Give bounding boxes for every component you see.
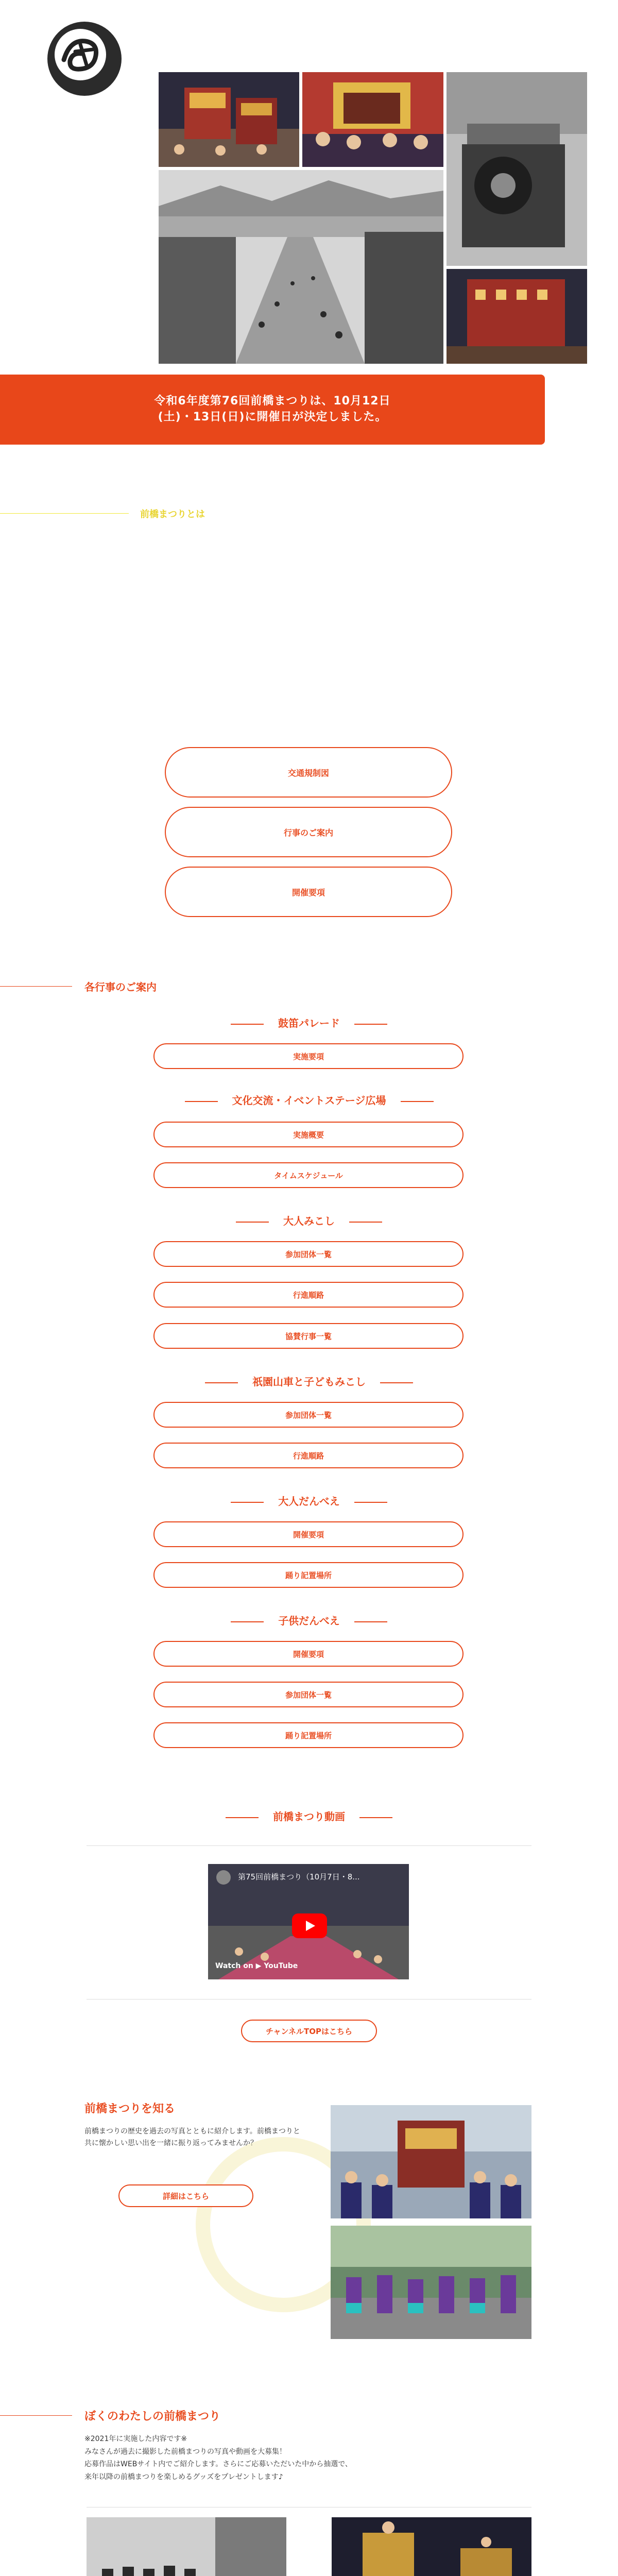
heading-line	[231, 1502, 264, 1503]
adult-danbee-place-button[interactable]: 踊り記置場所	[153, 1562, 464, 1588]
heading-text: 大人みこし	[283, 1215, 335, 1227]
child-danbee-place-button[interactable]: 踊り記置場所	[153, 1722, 464, 1748]
heading-line	[359, 1817, 392, 1818]
parade-outline-button[interactable]: 実施要項	[153, 1043, 464, 1069]
notice-text: 令和6年度第76回前橋まつりは、10月12日 (土)・13日(日)に開催日が決定しました。	[154, 395, 391, 423]
heading-line	[236, 1222, 269, 1223]
heading-line	[354, 1621, 387, 1622]
heading-text: 鼓笛パレード	[278, 1017, 340, 1029]
video-top-divider	[87, 1845, 531, 1846]
events-heading-gion-float	[0, 1374, 618, 1388]
traffic-map-button[interactable]: 交通規制図	[165, 747, 452, 798]
know-detail-button[interactable]: 詳細はこちら	[118, 2184, 253, 2207]
mikoshi-groups-button[interactable]: 参加団体一覧	[153, 1241, 464, 1267]
heading-line	[231, 1024, 264, 1025]
video-title[interactable]: 第75回前橋まつり（10月7日・8...	[238, 1872, 360, 1882]
hero-photo-old-float-bw	[447, 72, 587, 266]
events-heading-parade	[0, 1015, 618, 1030]
mine-title: ぼくのわたしの前橋まつり	[84, 2410, 221, 2423]
child-danbee-groups-button[interactable]: 参加団体一覧	[153, 1682, 464, 1707]
about-divider	[0, 513, 129, 514]
mine-photo-mikoshi-night	[332, 2517, 531, 2576]
mikoshi-sponsor-button[interactable]: 協賛行事一覧	[153, 1323, 464, 1349]
hero-photo-float-night	[159, 72, 299, 167]
events-guide-button[interactable]: 行事のご案内	[165, 807, 452, 857]
mine-photo-bw-drums	[87, 2517, 286, 2576]
events-heading-adult-danbee	[0, 1493, 618, 1508]
know-text: 前橋まつりの歴史を過去の写真とともに紹介します。前橋まつりと共に懐かしい思い出を一緒に振り返ってみませんか？	[84, 2127, 300, 2148]
heading-text: 前橋まつり動画	[273, 1810, 345, 1823]
heading-text: 祇園山車と子どもみこし	[252, 1376, 366, 1388]
events-title: 各行事のご案内	[84, 981, 157, 993]
heading-line	[226, 1817, 259, 1818]
site-logo[interactable]	[43, 18, 126, 100]
hero-photo-mikoshi	[302, 72, 443, 167]
outline-button[interactable]: 開催要項	[165, 867, 452, 917]
about-title: 前橋まつりとは	[140, 509, 205, 520]
events-heading-adult-mikoshi	[0, 1213, 618, 1228]
video-heading	[0, 1808, 618, 1823]
mikoshi-route-button[interactable]: 行進順路	[153, 1282, 464, 1308]
stage-summary-button[interactable]: 実施概要	[153, 1122, 464, 1147]
gion-route-button[interactable]: 行進順路	[153, 1443, 464, 1468]
watch-on-youtube[interactable]: Watch on ▶ YouTube	[215, 1962, 298, 1970]
hero-photo-old-street-bw	[159, 170, 443, 364]
hero-photo-collage	[159, 72, 587, 364]
heading-text: 文化交流・イベントステージ広場	[232, 1094, 386, 1107]
mine-divider	[0, 2415, 72, 2416]
heading-text: 大人だんべえ	[278, 1495, 340, 1507]
heading-line	[354, 1024, 387, 1025]
channel-top-button[interactable]: チャンネルTOPはこちら	[241, 2020, 377, 2042]
heading-line	[354, 1502, 387, 1503]
heading-line	[401, 1101, 434, 1102]
heading-line	[185, 1101, 218, 1102]
heading-line	[205, 1382, 238, 1383]
stage-schedule-button[interactable]: タイムスケジュール	[153, 1162, 464, 1188]
heading-line	[231, 1621, 264, 1622]
heading-text: 子供だんべえ	[278, 1615, 340, 1627]
mine-text: ※2021年に実施した内容です※ みなさんが過去に撮影した前橋まつりの写真や動画を大募集！ 応募作品はWEBサイト内でご紹介します。さらにご応募いただいた中から抽選で、 来年以降の前橋まつりを楽しめるグッズをプレゼントします♪	[84, 2435, 352, 2481]
know-photo-float	[331, 2105, 531, 2218]
child-danbee-outline-button[interactable]: 開催要項	[153, 1641, 464, 1667]
gion-groups-button[interactable]: 参加団体一覧	[153, 1402, 464, 1428]
play-icon[interactable]	[292, 1913, 327, 1938]
hero-photo-float-lanterns	[447, 269, 587, 364]
know-photo-dance	[331, 2226, 531, 2339]
events-heading-stage	[0, 1092, 618, 1107]
events-heading-child-danbee	[0, 1613, 618, 1628]
events-divider	[0, 986, 72, 987]
heading-line	[349, 1222, 382, 1223]
logo-emblem-icon	[55, 29, 106, 80]
heading-line	[380, 1382, 413, 1383]
notice-banner	[0, 375, 545, 445]
know-title: 前橋まつりを知る	[84, 2103, 176, 2115]
adult-danbee-outline-button[interactable]: 開催要項	[153, 1521, 464, 1547]
youtube-video-embed[interactable]	[208, 1864, 409, 1979]
